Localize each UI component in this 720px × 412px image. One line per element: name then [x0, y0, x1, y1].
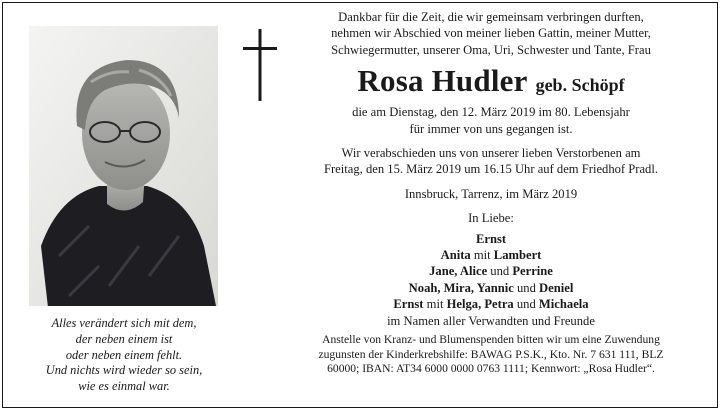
intro-line: nehmen wir Abschied von meiner lieben Gattin, meiner Mutter,	[331, 26, 651, 41]
mourner-name: Michaela	[538, 297, 589, 312]
in-liebe-label: In Liebe:	[468, 211, 514, 226]
mourner-name: Lambert	[493, 248, 542, 263]
mourner-line	[285, 247, 697, 263]
mourner-connector: und	[487, 264, 513, 279]
donation-line: Anstelle von Kranz- und Blumenspenden bitten wir um eine Zuwendung	[322, 333, 660, 347]
mourner-name: Noah, Mira, Yannic	[408, 280, 514, 295]
mourner-connector: und	[513, 297, 539, 312]
mourner-line	[285, 231, 697, 247]
funeral-line: Wir verabschieden uns von unserer lieben Verstorbenen am	[341, 146, 641, 161]
mourner-name: Ernst	[475, 231, 507, 246]
deceased-name: Rosa Hudler	[357, 63, 528, 99]
intro-line: Dankbar für die Zeit, die wir gemeinsam verbringen durften,	[338, 10, 644, 24]
mourner-line	[285, 263, 697, 279]
deceased-heading	[285, 60, 697, 104]
mourner-name: Jane, Alice	[429, 264, 488, 279]
notice-text	[285, 9, 697, 377]
donation-line: zugunsten der Kinderkrebshilfe: BAWAG P.S.K., Kto. Nr. 7 631 111, BLZ	[318, 347, 664, 361]
mourner-line	[285, 280, 697, 296]
latin-cross-icon	[243, 29, 277, 101]
mourner-line	[285, 296, 697, 312]
obituary-notice	[2, 2, 718, 408]
poem-line: Alles verändert sich mit dem,	[51, 316, 197, 330]
mourner-name: Helga, Petra	[446, 297, 514, 312]
birth-name: geb. Schöpf	[535, 75, 625, 96]
mourner-name: Perrine	[512, 264, 553, 279]
donation-line: 60000; IBAN: AT34 6000 0000 0763 1111; Kennwort: „Rosa Hudler“.	[327, 362, 655, 376]
intro-line: Schwiegermutter, unserer Oma, Uri, Schwester und Tante, Frau	[331, 42, 651, 57]
mourner-name: Anita	[440, 248, 471, 263]
funeral-line: Freitag, den 15. März 2019 um 16.15 Uhr auf dem Friedhof Pradl.	[323, 162, 659, 177]
poem	[9, 316, 239, 395]
place-date: Innsbruck, Tarrenz, im März 2019	[404, 186, 578, 201]
poem-line: der neben einem ist	[75, 331, 173, 346]
poem-line: wie es einmal war.	[78, 379, 170, 394]
death-line: für immer von uns gegangen ist.	[409, 121, 573, 136]
mourner-connector: mit	[423, 297, 447, 312]
mourner-closing: im Namen aller Verwandten und Freunde	[387, 313, 595, 328]
donation-note	[285, 333, 697, 377]
death-line: die am Dienstag, den 12. März 2019 im 80. Lebensjahr	[352, 105, 630, 120]
mourner-name: Deniel	[539, 280, 574, 295]
mourner-connector: mit	[470, 248, 494, 263]
poem-line: oder neben einem fehlt.	[65, 347, 183, 362]
mourner-name: Ernst	[393, 297, 424, 312]
portrait-photo	[29, 26, 218, 306]
mourner-connector: und	[513, 280, 540, 295]
portrait-illustration	[29, 26, 218, 306]
poem-line: Und nichts wird wieder so sein,	[45, 363, 203, 378]
